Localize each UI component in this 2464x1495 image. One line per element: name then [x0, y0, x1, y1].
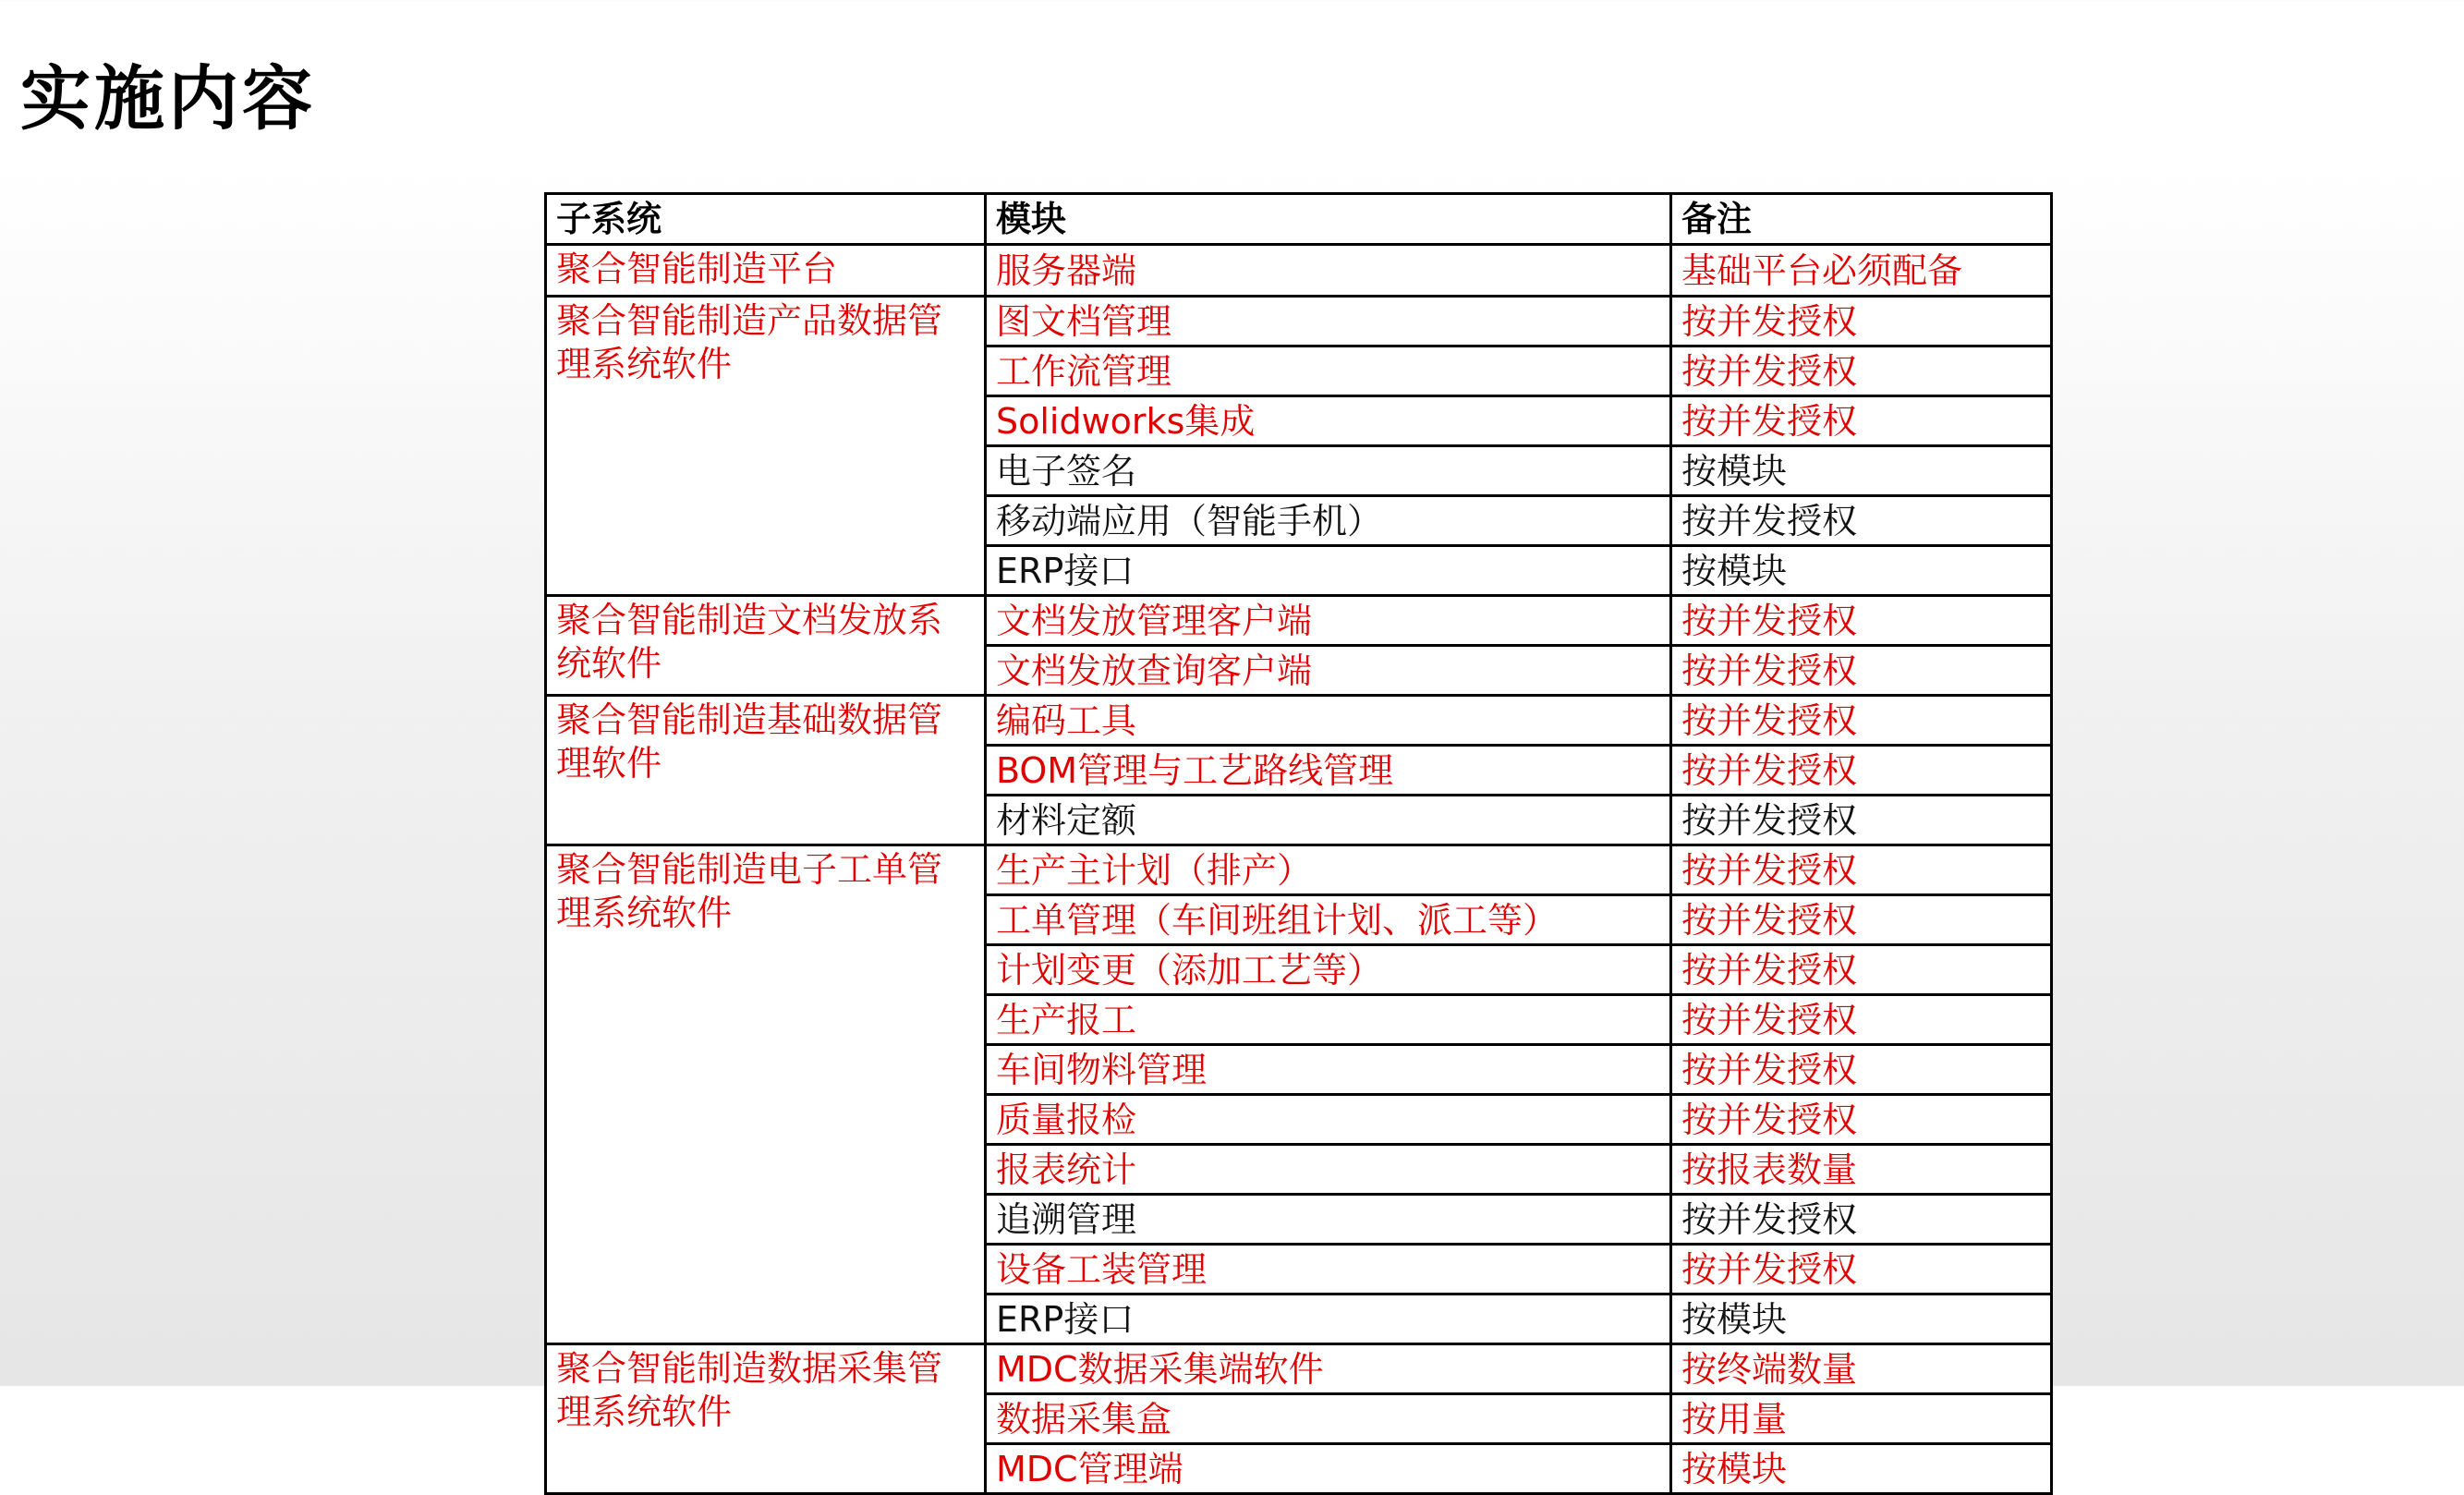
note-cell: 按并发授权 — [1671, 696, 2052, 746]
subsystem-cell: 聚合智能制造电子工单管理系统软件 — [546, 845, 986, 1344]
note-cell: 按并发授权 — [1671, 1245, 2052, 1294]
module-cell: 编码工具 — [986, 696, 1671, 746]
note-cell: 按模块 — [1671, 1444, 2052, 1494]
note-cell: 按并发授权 — [1671, 1095, 2052, 1145]
note-cell: 按并发授权 — [1671, 297, 2052, 346]
note-cell: 按并发授权 — [1671, 796, 2052, 845]
table-row — [546, 596, 2052, 646]
header-subsystem: 子系统 — [546, 194, 986, 245]
module-cell: 移动端应用（智能手机） — [986, 496, 1671, 546]
module-cell: 计划变更（添加工艺等） — [986, 945, 1671, 995]
header-module: 模块 — [986, 194, 1671, 245]
note-cell: 按并发授权 — [1671, 945, 2052, 995]
note-cell: 按并发授权 — [1671, 596, 2052, 646]
note-cell: 按并发授权 — [1671, 746, 2052, 796]
module-cell: ERP接口 — [986, 1294, 1671, 1344]
subsystem-cell: 聚合智能制造产品数据管理系统软件 — [546, 297, 986, 596]
note-cell: 基础平台必须配备 — [1671, 245, 2052, 297]
table-row — [546, 297, 2052, 346]
module-cell: 生产主计划（排产） — [986, 845, 1671, 895]
note-cell: 按并发授权 — [1671, 646, 2052, 696]
module-cell: MDC数据采集端软件 — [986, 1344, 1671, 1394]
module-cell: 工作流管理 — [986, 346, 1671, 396]
module-cell: 车间物料管理 — [986, 1045, 1671, 1095]
module-cell: 工单管理（车间班组计划、派工等） — [986, 895, 1671, 945]
module-cell: BOM管理与工艺路线管理 — [986, 746, 1671, 796]
note-cell: 按终端数量 — [1671, 1344, 2052, 1394]
subsystem-cell: 聚合智能制造基础数据管理软件 — [546, 696, 986, 845]
implementation-table — [544, 192, 2053, 1495]
note-cell: 按模块 — [1671, 546, 2052, 596]
module-cell: 设备工装管理 — [986, 1245, 1671, 1294]
module-cell: 生产报工 — [986, 995, 1671, 1045]
module-cell: 图文档管理 — [986, 297, 1671, 346]
note-cell: 按模块 — [1671, 446, 2052, 496]
note-cell: 按并发授权 — [1671, 1045, 2052, 1095]
note-cell: 按并发授权 — [1671, 845, 2052, 895]
header-note: 备注 — [1671, 194, 2052, 245]
table-row — [546, 1344, 2052, 1394]
module-cell: 材料定额 — [986, 796, 1671, 845]
note-cell: 按并发授权 — [1671, 895, 2052, 945]
module-cell: 文档发放管理客户端 — [986, 596, 1671, 646]
module-cell: 追溯管理 — [986, 1195, 1671, 1245]
module-cell: Solidworks集成 — [986, 396, 1671, 446]
module-cell: ERP接口 — [986, 546, 1671, 596]
table-body — [546, 245, 2052, 1494]
table-row — [546, 696, 2052, 746]
subsystem-cell: 聚合智能制造平台 — [546, 245, 986, 297]
module-cell: 文档发放查询客户端 — [986, 646, 1671, 696]
module-cell: MDC管理端 — [986, 1444, 1671, 1494]
table-row — [546, 845, 2052, 895]
subsystem-cell: 聚合智能制造数据采集管理系统软件 — [546, 1344, 986, 1494]
module-cell: 数据采集盒 — [986, 1394, 1671, 1444]
note-cell: 按报表数量 — [1671, 1145, 2052, 1195]
note-cell: 按并发授权 — [1671, 346, 2052, 396]
table-row — [546, 245, 2052, 297]
module-cell: 报表统计 — [986, 1145, 1671, 1195]
module-cell: 质量报检 — [986, 1095, 1671, 1145]
note-cell: 按用量 — [1671, 1394, 2052, 1444]
note-cell: 按模块 — [1671, 1294, 2052, 1344]
module-cell: 电子签名 — [986, 446, 1671, 496]
note-cell: 按并发授权 — [1671, 396, 2052, 446]
note-cell: 按并发授权 — [1671, 496, 2052, 546]
page-title: 实施内容 — [20, 57, 316, 140]
module-cell: 服务器端 — [986, 245, 1671, 297]
table-header-row — [546, 194, 2052, 245]
subsystem-cell: 聚合智能制造文档发放系统软件 — [546, 596, 986, 696]
note-cell: 按并发授权 — [1671, 995, 2052, 1045]
note-cell: 按并发授权 — [1671, 1195, 2052, 1245]
